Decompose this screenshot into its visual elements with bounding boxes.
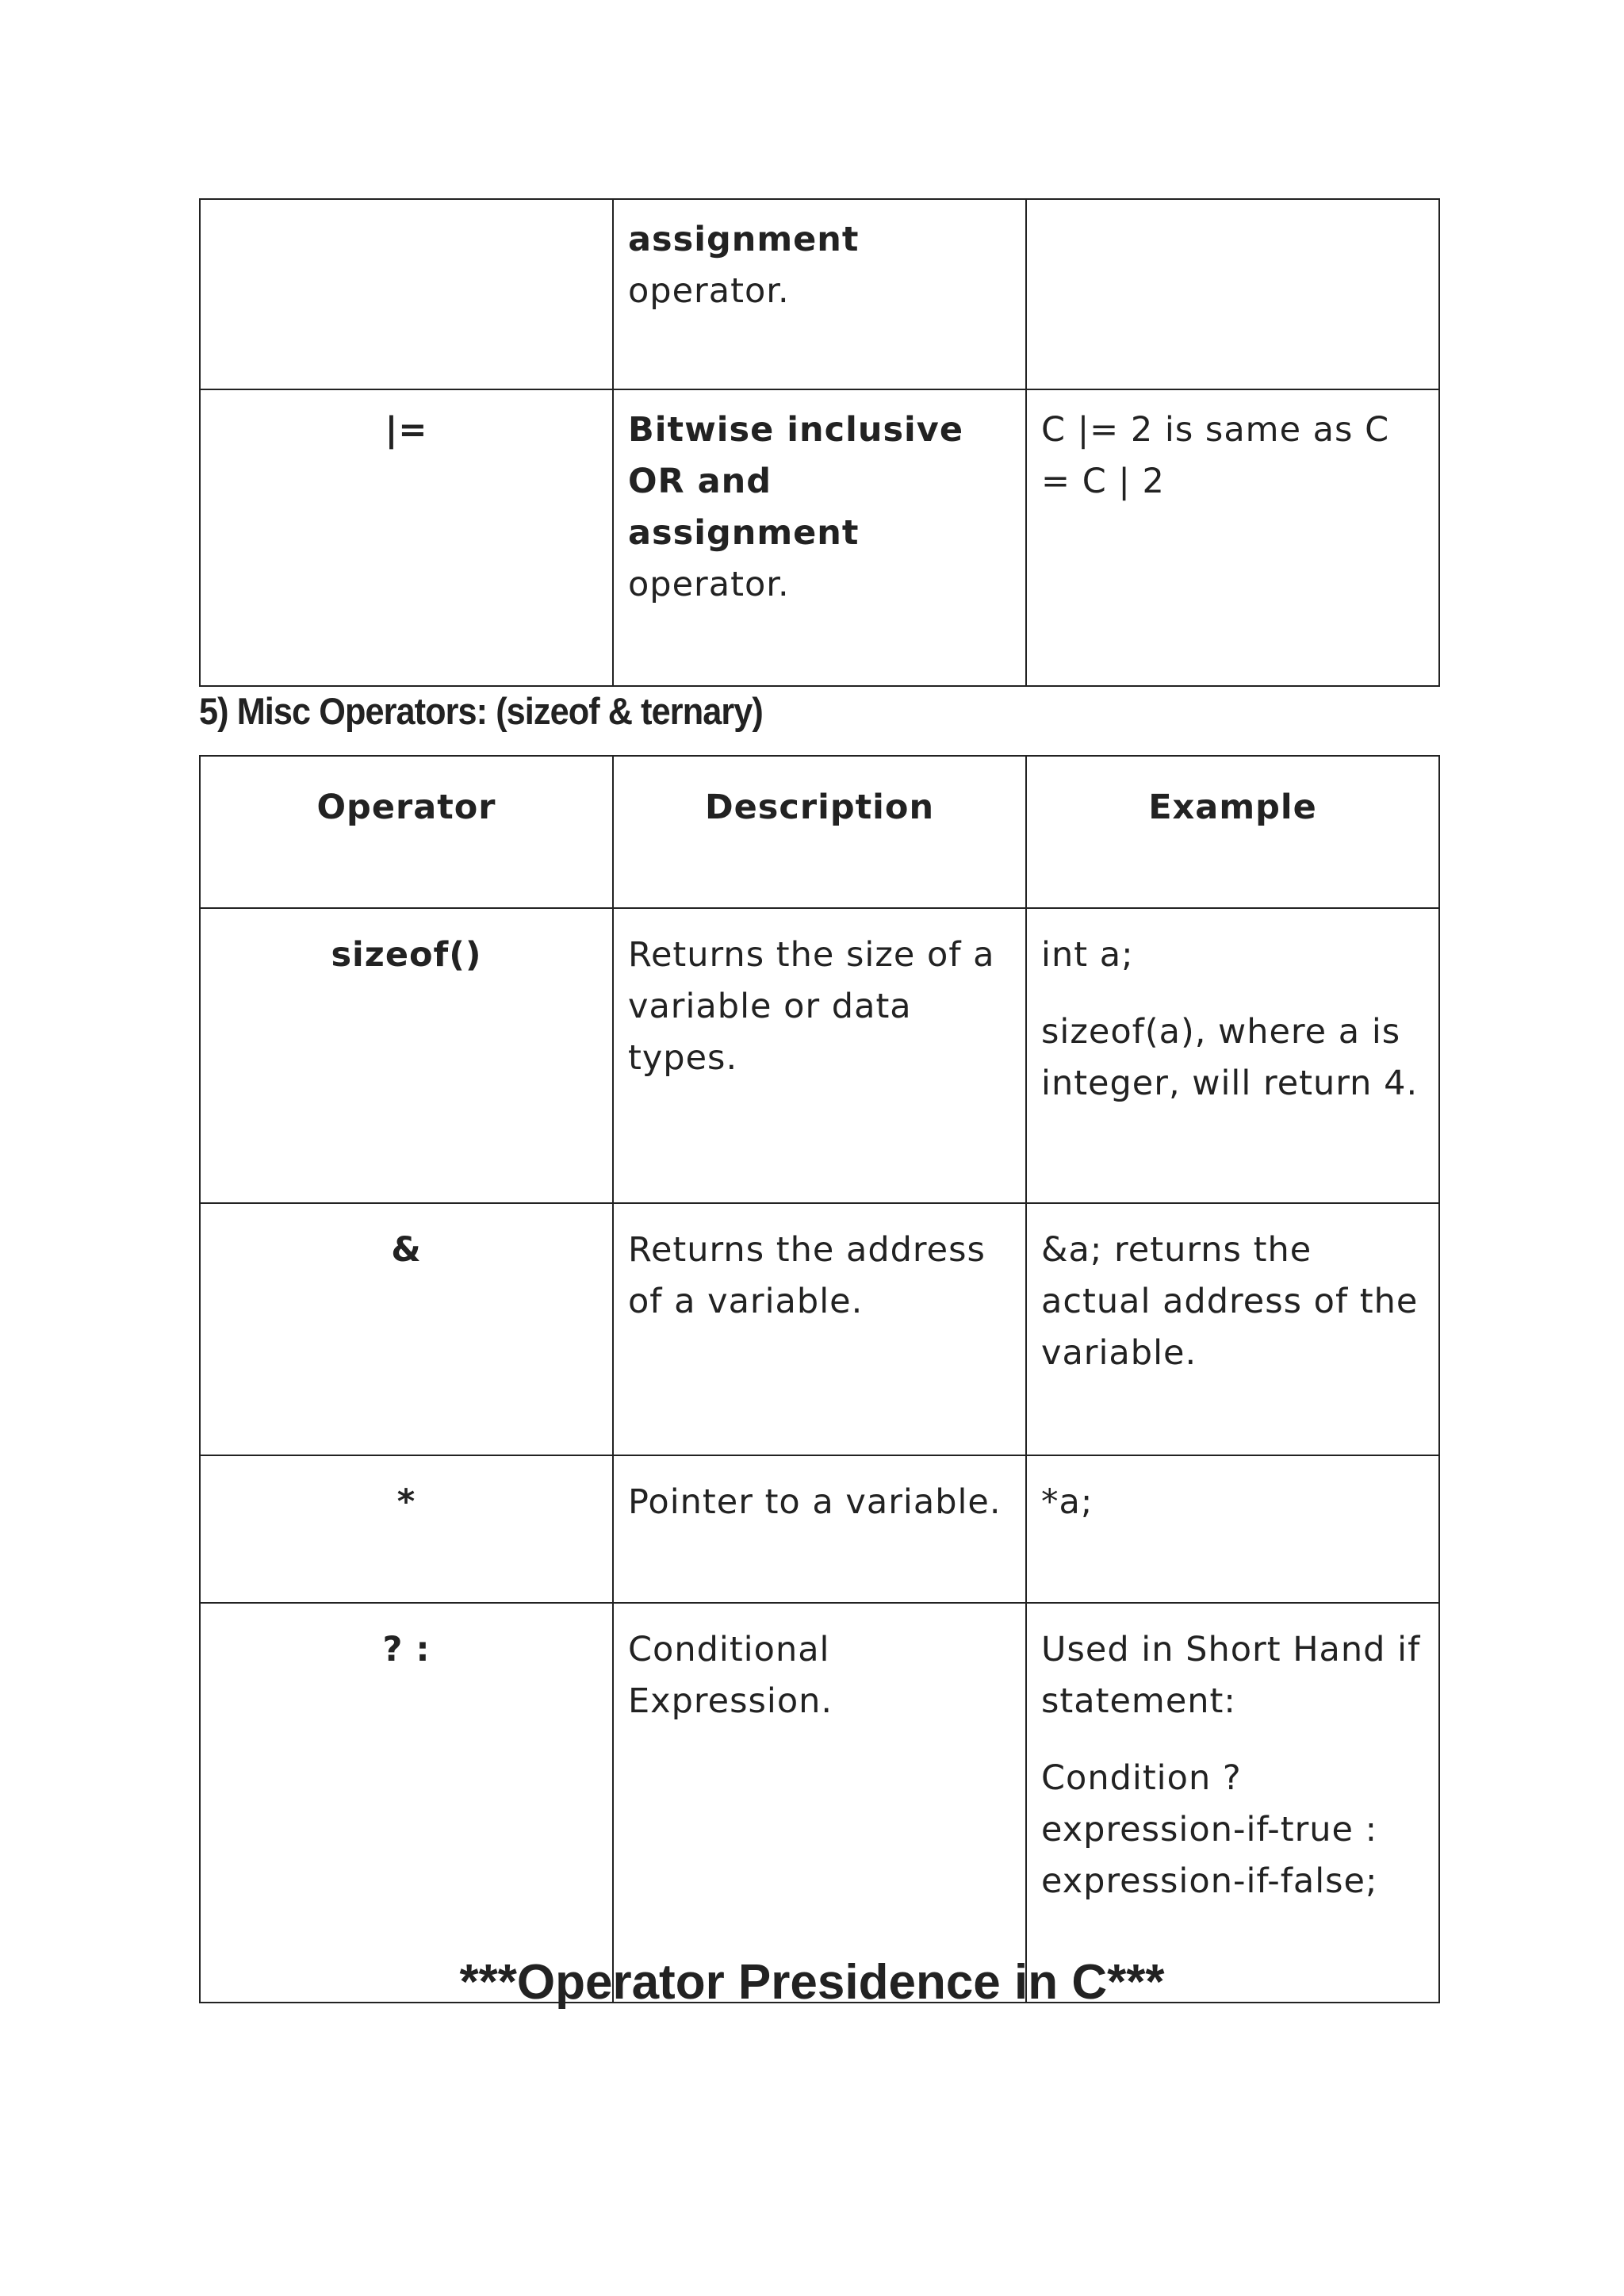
description-cell: Returns the address of a variable. <box>613 1203 1026 1455</box>
example-cell <box>1026 199 1439 389</box>
table-row <box>200 1455 1439 1603</box>
example-line: Used in Short Hand if statement: <box>1041 1630 1421 1721</box>
description-cell <box>613 199 1026 389</box>
example-cell: *a; <box>1026 1455 1439 1603</box>
example-cell: &a; returns the actual address of the variable. <box>1026 1203 1439 1455</box>
table-row <box>200 1603 1439 2003</box>
description-cell: Returns the size of a variable or data types. <box>613 908 1026 1203</box>
column-header-description: Description <box>613 756 1026 908</box>
continued-operators-table <box>199 198 1440 687</box>
description-bold-text: Bitwise inclusive OR and assignment <box>628 410 963 553</box>
operator-cell: ? : <box>200 1603 613 2003</box>
example-line: Condition ? expression-if-true : expression-if-false; <box>1041 1758 1378 1901</box>
example-cell: C |= 2 is same as C = C | 2 <box>1026 389 1439 686</box>
operator-cell: |= <box>200 389 613 686</box>
description-cell <box>613 389 1026 686</box>
table-header-row <box>200 756 1439 908</box>
example-line: int a; <box>1041 935 1134 975</box>
example-line: sizeof(a), where a is integer, will return 4. <box>1041 1012 1419 1103</box>
example-cell <box>1026 1603 1439 2003</box>
misc-operators-table <box>199 755 1440 2003</box>
page-footer-title: ***Operator Presidence in C*** <box>459 1955 1165 2010</box>
description-bold-text: assignment <box>628 220 860 259</box>
column-header-example: Example <box>1026 756 1439 908</box>
section-heading: 5) Misc Operators: (sizeof & ternary) <box>199 690 763 732</box>
column-header-operator: Operator <box>200 756 613 908</box>
description-cell: Conditional Expression. <box>613 1603 1026 2003</box>
table-row <box>200 199 1439 389</box>
table-row <box>200 908 1439 1203</box>
operator-cell: * <box>200 1455 613 1603</box>
description-text: operator. <box>628 271 790 311</box>
table-row <box>200 389 1439 686</box>
operator-cell <box>200 199 613 389</box>
description-text: operator. <box>628 565 790 604</box>
example-cell <box>1026 908 1439 1203</box>
description-cell: Pointer to a variable. <box>613 1455 1026 1603</box>
table-row <box>200 1203 1439 1455</box>
operator-cell: & <box>200 1203 613 1455</box>
operator-cell: sizeof() <box>200 908 613 1203</box>
